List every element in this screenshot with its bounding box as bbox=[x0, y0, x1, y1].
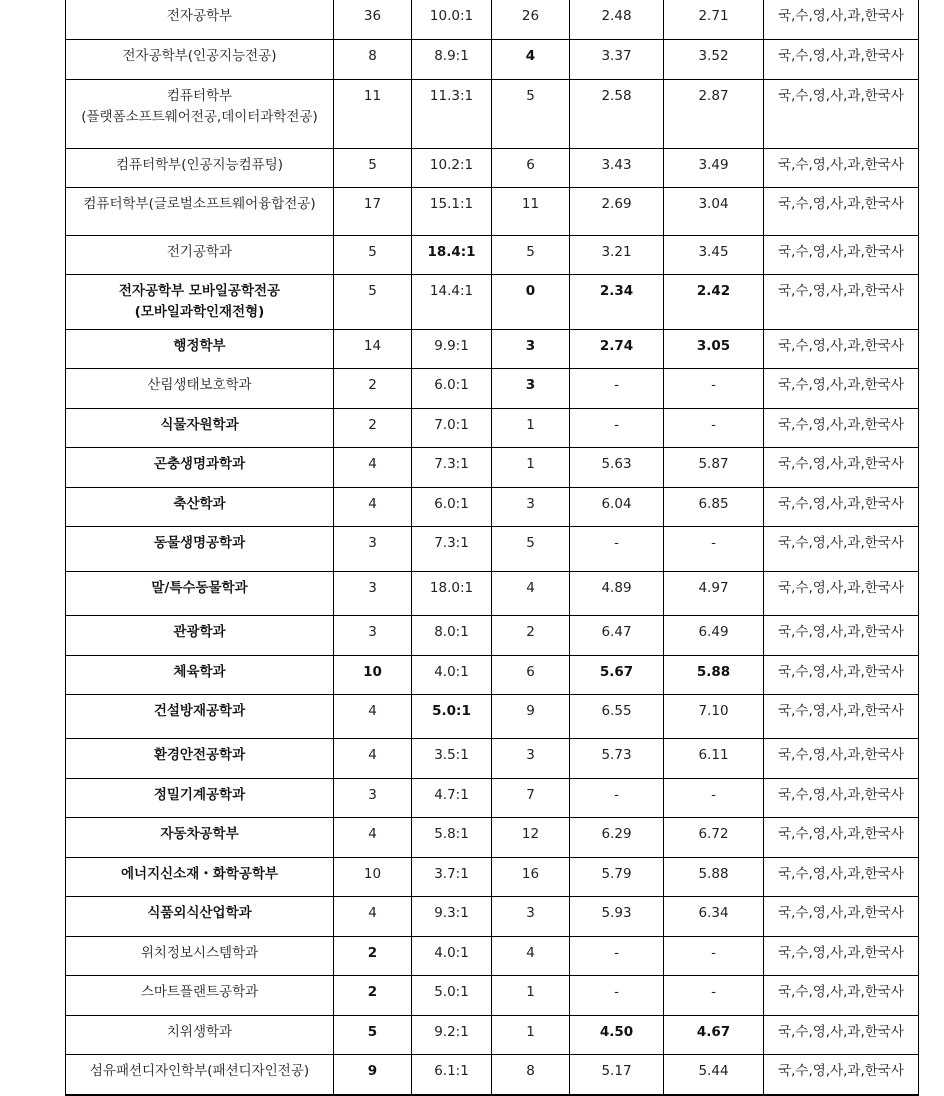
grade-avg-cell: 2.58 bbox=[570, 80, 664, 149]
table-row bbox=[66, 937, 919, 976]
department-name-cell: 전자공학부 bbox=[66, 0, 334, 40]
required-subjects-cell: 국,수,영,사,과,한국사 bbox=[764, 858, 919, 897]
additional-pass-count-cell: 1 bbox=[492, 409, 570, 448]
table-row bbox=[66, 40, 919, 80]
department-name-cell: 컴퓨터학부 (플랫폼소프트웨어전공,데이터과학전공) bbox=[66, 80, 334, 149]
admission-results-table bbox=[65, 0, 919, 1096]
required-subjects-cell: 국,수,영,사,과,한국사 bbox=[764, 488, 919, 527]
additional-pass-count-cell: 16 bbox=[492, 858, 570, 897]
quota-cell: 8 bbox=[334, 40, 412, 80]
department-name-cell: 산림생태보호학과 bbox=[66, 369, 334, 409]
quota-cell: 9 bbox=[334, 1055, 412, 1095]
grade-cutoff-cell: 2.87 bbox=[664, 80, 764, 149]
required-subjects-cell: 국,수,영,사,과,한국사 bbox=[764, 976, 919, 1016]
competition-ratio-cell: 7.0:1 bbox=[412, 409, 492, 448]
required-subjects-cell: 국,수,영,사,과,한국사 bbox=[764, 275, 919, 330]
competition-ratio-cell: 7.3:1 bbox=[412, 448, 492, 488]
grade-avg-cell: 5.17 bbox=[570, 1055, 664, 1095]
grade-cutoff-cell: 3.45 bbox=[664, 236, 764, 275]
required-subjects-cell: 국,수,영,사,과,한국사 bbox=[764, 572, 919, 616]
competition-ratio-cell: 4.0:1 bbox=[412, 937, 492, 976]
grade-avg-cell: - bbox=[570, 937, 664, 976]
grade-avg-cell: 5.93 bbox=[570, 897, 664, 937]
department-name-cell: 곤충생명과학과 bbox=[66, 448, 334, 488]
quota-cell: 11 bbox=[334, 80, 412, 149]
table-row bbox=[66, 0, 919, 40]
quota-cell: 4 bbox=[334, 818, 412, 858]
required-subjects-cell: 국,수,영,사,과,한국사 bbox=[764, 188, 919, 236]
department-name-cell: 정밀기계공학과 bbox=[66, 779, 334, 818]
table-row bbox=[66, 818, 919, 858]
department-name-cell: 말/특수동물학과 bbox=[66, 572, 334, 616]
quota-cell: 10 bbox=[334, 858, 412, 897]
grade-avg-cell: 4.50 bbox=[570, 1016, 664, 1055]
table-row bbox=[66, 572, 919, 616]
required-subjects-cell: 국,수,영,사,과,한국사 bbox=[764, 236, 919, 275]
grade-cutoff-cell: 6.85 bbox=[664, 488, 764, 527]
quota-cell: 2 bbox=[334, 937, 412, 976]
grade-avg-cell: 5.67 bbox=[570, 656, 664, 695]
required-subjects-cell: 국,수,영,사,과,한국사 bbox=[764, 1055, 919, 1095]
additional-pass-count-cell: 5 bbox=[492, 236, 570, 275]
table-row bbox=[66, 1055, 919, 1095]
competition-ratio-cell: 6.0:1 bbox=[412, 488, 492, 527]
quota-cell: 36 bbox=[334, 0, 412, 40]
grade-avg-cell: 5.73 bbox=[570, 739, 664, 779]
additional-pass-count-cell: 1 bbox=[492, 976, 570, 1016]
department-name-cell: 자동차공학부 bbox=[66, 818, 334, 858]
additional-pass-count-cell: 1 bbox=[492, 1016, 570, 1055]
additional-pass-count-cell: 3 bbox=[492, 330, 570, 369]
department-name-cell: 에너지신소재・화학공학부 bbox=[66, 858, 334, 897]
additional-pass-count-cell: 4 bbox=[492, 40, 570, 80]
table-row bbox=[66, 448, 919, 488]
additional-pass-count-cell: 5 bbox=[492, 80, 570, 149]
grade-cutoff-cell: 3.04 bbox=[664, 188, 764, 236]
grade-avg-cell: 2.74 bbox=[570, 330, 664, 369]
quota-cell: 4 bbox=[334, 739, 412, 779]
quota-cell: 3 bbox=[334, 527, 412, 572]
table-row bbox=[66, 527, 919, 572]
grade-cutoff-cell: 5.88 bbox=[664, 858, 764, 897]
department-name-cell: 관광학과 bbox=[66, 616, 334, 656]
required-subjects-cell: 국,수,영,사,과,한국사 bbox=[764, 409, 919, 448]
additional-pass-count-cell: 3 bbox=[492, 897, 570, 937]
quota-cell: 2 bbox=[334, 409, 412, 448]
competition-ratio-cell: 7.3:1 bbox=[412, 527, 492, 572]
grade-cutoff-cell: 3.49 bbox=[664, 149, 764, 188]
quota-cell: 4 bbox=[334, 897, 412, 937]
department-name-cell: 환경안전공학과 bbox=[66, 739, 334, 779]
additional-pass-count-cell: 4 bbox=[492, 572, 570, 616]
quota-cell: 10 bbox=[334, 656, 412, 695]
required-subjects-cell: 국,수,영,사,과,한국사 bbox=[764, 80, 919, 149]
required-subjects-cell: 국,수,영,사,과,한국사 bbox=[764, 0, 919, 40]
department-name-cell: 컴퓨터학부(글로벌소프트웨어융합전공) bbox=[66, 188, 334, 236]
competition-ratio-cell: 3.5:1 bbox=[412, 739, 492, 779]
competition-ratio-cell: 8.9:1 bbox=[412, 40, 492, 80]
additional-pass-count-cell: 8 bbox=[492, 1055, 570, 1095]
additional-pass-count-cell: 6 bbox=[492, 149, 570, 188]
quota-cell: 3 bbox=[334, 572, 412, 616]
grade-cutoff-cell: 6.34 bbox=[664, 897, 764, 937]
department-name-cell: 동물생명공학과 bbox=[66, 527, 334, 572]
table-row bbox=[66, 236, 919, 275]
required-subjects-cell: 국,수,영,사,과,한국사 bbox=[764, 369, 919, 409]
table-row bbox=[66, 369, 919, 409]
table-row bbox=[66, 80, 919, 149]
grade-avg-cell: 2.34 bbox=[570, 275, 664, 330]
table-row bbox=[66, 188, 919, 236]
competition-ratio-cell: 9.2:1 bbox=[412, 1016, 492, 1055]
required-subjects-cell: 국,수,영,사,과,한국사 bbox=[764, 40, 919, 80]
table-row bbox=[66, 976, 919, 1016]
department-name-cell: 식물자원학과 bbox=[66, 409, 334, 448]
required-subjects-cell: 국,수,영,사,과,한국사 bbox=[764, 330, 919, 369]
department-name-cell: 체육학과 bbox=[66, 656, 334, 695]
quota-cell: 3 bbox=[334, 779, 412, 818]
competition-ratio-cell: 10.2:1 bbox=[412, 149, 492, 188]
grade-avg-cell: 6.55 bbox=[570, 695, 664, 739]
department-name-cell: 축산학과 bbox=[66, 488, 334, 527]
grade-cutoff-cell: 5.44 bbox=[664, 1055, 764, 1095]
additional-pass-count-cell: 9 bbox=[492, 695, 570, 739]
quota-cell: 4 bbox=[334, 695, 412, 739]
grade-cutoff-cell: 3.52 bbox=[664, 40, 764, 80]
competition-ratio-cell: 15.1:1 bbox=[412, 188, 492, 236]
required-subjects-cell: 국,수,영,사,과,한국사 bbox=[764, 1016, 919, 1055]
grade-avg-cell: 6.04 bbox=[570, 488, 664, 527]
competition-ratio-cell: 11.3:1 bbox=[412, 80, 492, 149]
competition-ratio-cell: 5.0:1 bbox=[412, 695, 492, 739]
competition-ratio-cell: 18.0:1 bbox=[412, 572, 492, 616]
grade-avg-cell: 6.47 bbox=[570, 616, 664, 656]
required-subjects-cell: 국,수,영,사,과,한국사 bbox=[764, 937, 919, 976]
competition-ratio-cell: 10.0:1 bbox=[412, 0, 492, 40]
competition-ratio-cell: 9.3:1 bbox=[412, 897, 492, 937]
quota-cell: 4 bbox=[334, 448, 412, 488]
required-subjects-cell: 국,수,영,사,과,한국사 bbox=[764, 695, 919, 739]
grade-cutoff-cell: - bbox=[664, 369, 764, 409]
competition-ratio-cell: 4.0:1 bbox=[412, 656, 492, 695]
table-row bbox=[66, 695, 919, 739]
required-subjects-cell: 국,수,영,사,과,한국사 bbox=[764, 149, 919, 188]
table-row bbox=[66, 897, 919, 937]
grade-avg-cell: 4.89 bbox=[570, 572, 664, 616]
required-subjects-cell: 국,수,영,사,과,한국사 bbox=[764, 818, 919, 858]
quota-cell: 5 bbox=[334, 1016, 412, 1055]
grade-avg-cell: - bbox=[570, 779, 664, 818]
grade-cutoff-cell: 2.71 bbox=[664, 0, 764, 40]
additional-pass-count-cell: 5 bbox=[492, 527, 570, 572]
grade-avg-cell: 2.48 bbox=[570, 0, 664, 40]
competition-ratio-cell: 14.4:1 bbox=[412, 275, 492, 330]
table-row bbox=[66, 488, 919, 527]
department-name-cell: 식품외식산업학과 bbox=[66, 897, 334, 937]
competition-ratio-cell: 3.7:1 bbox=[412, 858, 492, 897]
table-row bbox=[66, 1016, 919, 1055]
grade-cutoff-cell: - bbox=[664, 779, 764, 818]
additional-pass-count-cell: 4 bbox=[492, 937, 570, 976]
quota-cell: 14 bbox=[334, 330, 412, 369]
competition-ratio-cell: 8.0:1 bbox=[412, 616, 492, 656]
grade-avg-cell: 5.79 bbox=[570, 858, 664, 897]
grade-cutoff-cell: - bbox=[664, 527, 764, 572]
grade-avg-cell: 3.37 bbox=[570, 40, 664, 80]
competition-ratio-cell: 4.7:1 bbox=[412, 779, 492, 818]
required-subjects-cell: 국,수,영,사,과,한국사 bbox=[764, 527, 919, 572]
required-subjects-cell: 국,수,영,사,과,한국사 bbox=[764, 897, 919, 937]
competition-ratio-cell: 18.4:1 bbox=[412, 236, 492, 275]
additional-pass-count-cell: 7 bbox=[492, 779, 570, 818]
quota-cell: 3 bbox=[334, 616, 412, 656]
table-row bbox=[66, 149, 919, 188]
competition-ratio-cell: 9.9:1 bbox=[412, 330, 492, 369]
grade-avg-cell: - bbox=[570, 976, 664, 1016]
grade-avg-cell: 5.63 bbox=[570, 448, 664, 488]
table-row bbox=[66, 779, 919, 818]
table-row bbox=[66, 409, 919, 448]
additional-pass-count-cell: 6 bbox=[492, 656, 570, 695]
grade-avg-cell: - bbox=[570, 527, 664, 572]
department-name-cell: 섬유패션디자인학부(패션디자인전공) bbox=[66, 1055, 334, 1095]
competition-ratio-cell: 6.0:1 bbox=[412, 369, 492, 409]
grade-avg-cell: - bbox=[570, 409, 664, 448]
grade-cutoff-cell: 6.49 bbox=[664, 616, 764, 656]
grade-avg-cell: - bbox=[570, 369, 664, 409]
table-row bbox=[66, 858, 919, 897]
competition-ratio-cell: 6.1:1 bbox=[412, 1055, 492, 1095]
department-name-cell: 스마트플랜트공학과 bbox=[66, 976, 334, 1016]
table-row bbox=[66, 616, 919, 656]
quota-cell: 2 bbox=[334, 976, 412, 1016]
additional-pass-count-cell: 0 bbox=[492, 275, 570, 330]
required-subjects-cell: 국,수,영,사,과,한국사 bbox=[764, 448, 919, 488]
grade-cutoff-cell: 6.72 bbox=[664, 818, 764, 858]
quota-cell: 2 bbox=[334, 369, 412, 409]
department-name-cell: 치위생학과 bbox=[66, 1016, 334, 1055]
required-subjects-cell: 국,수,영,사,과,한국사 bbox=[764, 656, 919, 695]
grade-avg-cell: 6.29 bbox=[570, 818, 664, 858]
grade-avg-cell: 3.21 bbox=[570, 236, 664, 275]
grade-cutoff-cell: - bbox=[664, 976, 764, 1016]
department-name-cell: 컴퓨터학부(인공지능컴퓨팅) bbox=[66, 149, 334, 188]
grade-avg-cell: 3.43 bbox=[570, 149, 664, 188]
grade-cutoff-cell: - bbox=[664, 409, 764, 448]
required-subjects-cell: 국,수,영,사,과,한국사 bbox=[764, 616, 919, 656]
quota-cell: 5 bbox=[334, 236, 412, 275]
quota-cell: 17 bbox=[334, 188, 412, 236]
grade-cutoff-cell: 7.10 bbox=[664, 695, 764, 739]
table-body bbox=[66, 0, 919, 1095]
grade-cutoff-cell: 5.88 bbox=[664, 656, 764, 695]
competition-ratio-cell: 5.8:1 bbox=[412, 818, 492, 858]
additional-pass-count-cell: 3 bbox=[492, 739, 570, 779]
department-name-cell: 전기공학과 bbox=[66, 236, 334, 275]
department-name-cell: 건설방재공학과 bbox=[66, 695, 334, 739]
additional-pass-count-cell: 11 bbox=[492, 188, 570, 236]
department-name-cell: 전자공학부 모바일공학전공 (모바일과학인재전형) bbox=[66, 275, 334, 330]
required-subjects-cell: 국,수,영,사,과,한국사 bbox=[764, 739, 919, 779]
additional-pass-count-cell: 26 bbox=[492, 0, 570, 40]
department-name-cell: 위치정보시스템학과 bbox=[66, 937, 334, 976]
grade-cutoff-cell: 6.11 bbox=[664, 739, 764, 779]
department-name-cell: 전자공학부(인공지능전공) bbox=[66, 40, 334, 80]
quota-cell: 5 bbox=[334, 149, 412, 188]
required-subjects-cell: 국,수,영,사,과,한국사 bbox=[764, 779, 919, 818]
grade-avg-cell: 2.69 bbox=[570, 188, 664, 236]
department-name-cell: 행정학부 bbox=[66, 330, 334, 369]
table-row bbox=[66, 656, 919, 695]
grade-cutoff-cell: 5.87 bbox=[664, 448, 764, 488]
additional-pass-count-cell: 3 bbox=[492, 488, 570, 527]
table-row bbox=[66, 275, 919, 330]
competition-ratio-cell: 5.0:1 bbox=[412, 976, 492, 1016]
grade-cutoff-cell: 3.05 bbox=[664, 330, 764, 369]
grade-cutoff-cell: 4.67 bbox=[664, 1016, 764, 1055]
quota-cell: 4 bbox=[334, 488, 412, 527]
grade-cutoff-cell: - bbox=[664, 937, 764, 976]
table-row bbox=[66, 739, 919, 779]
grade-cutoff-cell: 4.97 bbox=[664, 572, 764, 616]
quota-cell: 5 bbox=[334, 275, 412, 330]
additional-pass-count-cell: 3 bbox=[492, 369, 570, 409]
grade-cutoff-cell: 2.42 bbox=[664, 275, 764, 330]
table-row bbox=[66, 330, 919, 369]
additional-pass-count-cell: 12 bbox=[492, 818, 570, 858]
additional-pass-count-cell: 2 bbox=[492, 616, 570, 656]
additional-pass-count-cell: 1 bbox=[492, 448, 570, 488]
